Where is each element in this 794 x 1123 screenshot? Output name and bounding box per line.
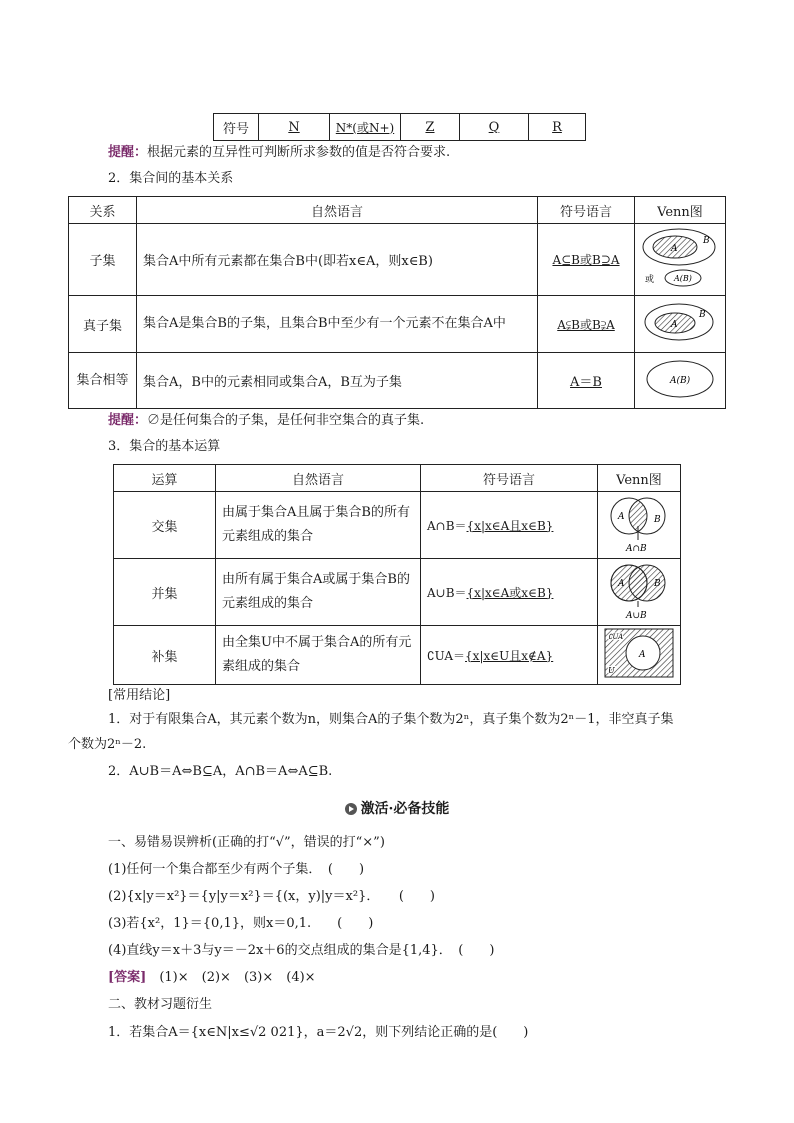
relation-symbol: A⫋B或B⫌A [538, 296, 635, 353]
venn-subset-diagram [637, 225, 723, 291]
tip-label: 提醒： [108, 413, 148, 428]
part-1-item: (1)任何一个集合都至少有两个子集． ( ) [108, 862, 365, 877]
operation-natural: 由所有属于集合A或属于集合B的元素组成的集合 [216, 559, 421, 626]
part-2-question-1: 1．若集合A＝{x∈N|x≤√2 021}，a＝2√2，则下列结论正确的是( ) [108, 1025, 529, 1040]
part-1-item: (2){x|y＝x²}＝{y|y＝x²}＝{(x，y)|y＝x²}． ( ) [108, 889, 435, 904]
venn-label-b: B [654, 579, 661, 589]
operation-header: 自然语言 [216, 465, 421, 492]
tip-text: 根据元素的互异性可判断所求参数的值是否符合要求. [147, 145, 451, 160]
conclusion-2: 2．A∪B＝A⇔B⊆A，A∩B＝A⇔A⊆B. [108, 764, 333, 779]
section-2-title: 2．集合间的基本关系 [108, 171, 234, 186]
venn-proper-subset [635, 296, 726, 353]
relation-symbol: A⊆B或B⊇A [538, 224, 635, 296]
venn-label: U [608, 666, 615, 675]
operation-natural: 由全集U中不属于集合A的所有元素组成的集合 [216, 626, 421, 685]
part-1-answer [108, 968, 316, 988]
part-1-item: (4)直线y＝x＋3与y＝－2x＋6的交点组成的集合是{1,4}． ( ) [108, 943, 495, 958]
operation-name: 补集 [114, 626, 216, 685]
venn-label: A [671, 320, 678, 330]
tip-label: 提醒： [108, 145, 148, 160]
conclusion-1-line-2: 个数为2ⁿ－2. [68, 737, 147, 752]
operation-name: 交集 [114, 492, 216, 559]
section-3-title: 3．集合的基本运算 [108, 439, 221, 454]
relation-symbol: A＝B [538, 353, 635, 409]
venn-label: A [671, 243, 678, 254]
conclusions-title: [常用结论] [108, 688, 171, 703]
venn-subset [635, 224, 726, 296]
venn-intersection [598, 492, 681, 559]
relation-name: 子集 [69, 224, 137, 296]
venn-label: A [639, 650, 646, 660]
venn-union [598, 559, 681, 626]
symbol-set: {x|x∈A且x∈B} [466, 518, 554, 533]
venn-complement [598, 626, 681, 685]
skills-heading [0, 798, 794, 818]
relation-natural: 集合A，B中的元素相同或集合A，B互为子集 [137, 353, 538, 409]
skills-heading-text: 激活·必备技能 [360, 801, 450, 817]
part-2-title: 二、教材习题衍生 [108, 997, 213, 1012]
venn-label: A(B) [670, 375, 691, 386]
relation-header: 自然语言 [137, 197, 538, 224]
venn-intersection-diagram [599, 492, 679, 554]
relation-natural: 集合A中所有元素都在集合B中(即若x∈A，则x∈B) [137, 224, 538, 296]
symbol-set: {x|x∈U且x∉A} [465, 648, 554, 663]
venn-caption: A∪B [626, 611, 647, 621]
number-set-table [213, 113, 586, 141]
operation-symbol [421, 626, 598, 685]
symbol-prefix: A∩B＝ [427, 518, 467, 533]
venn-label-a: A [618, 579, 625, 589]
venn-equal [635, 353, 726, 409]
operation-natural: 由属于集合A且属于集合B的所有元素组成的集合 [216, 492, 421, 559]
venn-label: B [703, 235, 710, 246]
venn-union-diagram [599, 559, 679, 621]
venn-label: ∁UA [608, 633, 624, 641]
answer-label: [答案] [108, 970, 147, 985]
numset-cell: R [529, 114, 586, 141]
numset-cell: 符号 [214, 114, 259, 141]
relation-header: Venn图 [635, 197, 726, 224]
venn-or: 或 [645, 274, 655, 285]
answer-text: (1)× (2)× (3)× (4)× [159, 970, 316, 985]
relation-header: 符号语言 [538, 197, 635, 224]
symbol-set: {x|x∈A或x∈B} [466, 585, 554, 600]
conclusion-1-line-1: 1．对于有限集合A，其元素个数为n，则集合A的子集个数为2ⁿ，真子集个数为2ⁿ－1，非空真子集 [108, 712, 674, 727]
venn-label-b: B [654, 515, 661, 525]
venn-label: A(B) [674, 273, 692, 283]
relation-name: 集合相等 [69, 353, 137, 409]
play-icon [345, 803, 357, 815]
operation-header: Venn图 [598, 465, 681, 492]
operation-header: 运算 [114, 465, 216, 492]
relation-table [68, 196, 726, 409]
operation-symbol [421, 559, 598, 626]
numset-cell: N*(或N+) [330, 114, 401, 141]
part-1-item: (3)若{x²，1}＝{0,1}，则x＝0,1. ( ) [108, 916, 374, 931]
relation-natural: 集合A是集合B的子集，且集合B中至少有一个元素不在集合A中 [137, 296, 538, 353]
numset-cell: Z [401, 114, 460, 141]
numset-cell: N [259, 114, 330, 141]
relation-header: 关系 [69, 197, 137, 224]
tip-text: ∅是任何集合的子集，是任何非空集合的真子集. [147, 413, 425, 428]
relation-name: 真子集 [69, 296, 137, 353]
venn-label-a: A [618, 512, 625, 522]
operation-table [113, 464, 681, 685]
venn-complement-diagram [603, 627, 675, 679]
venn-proper-subset-diagram [637, 297, 723, 347]
venn-caption: A∩B [626, 544, 647, 554]
venn-label: B [699, 310, 706, 320]
numset-cell: Q [460, 114, 529, 141]
tip-1 [108, 143, 450, 163]
symbol-prefix: ∁UA＝ [427, 648, 466, 663]
operation-header: 符号语言 [421, 465, 598, 492]
venn-equal-diagram [637, 354, 723, 404]
part-1-title: 一、易错易误辨析(正确的打“√”，错误的打“×”) [108, 835, 385, 850]
operation-name: 并集 [114, 559, 216, 626]
symbol-prefix: A∪B＝ [427, 585, 467, 600]
operation-symbol [421, 492, 598, 559]
tip-2 [108, 411, 424, 431]
